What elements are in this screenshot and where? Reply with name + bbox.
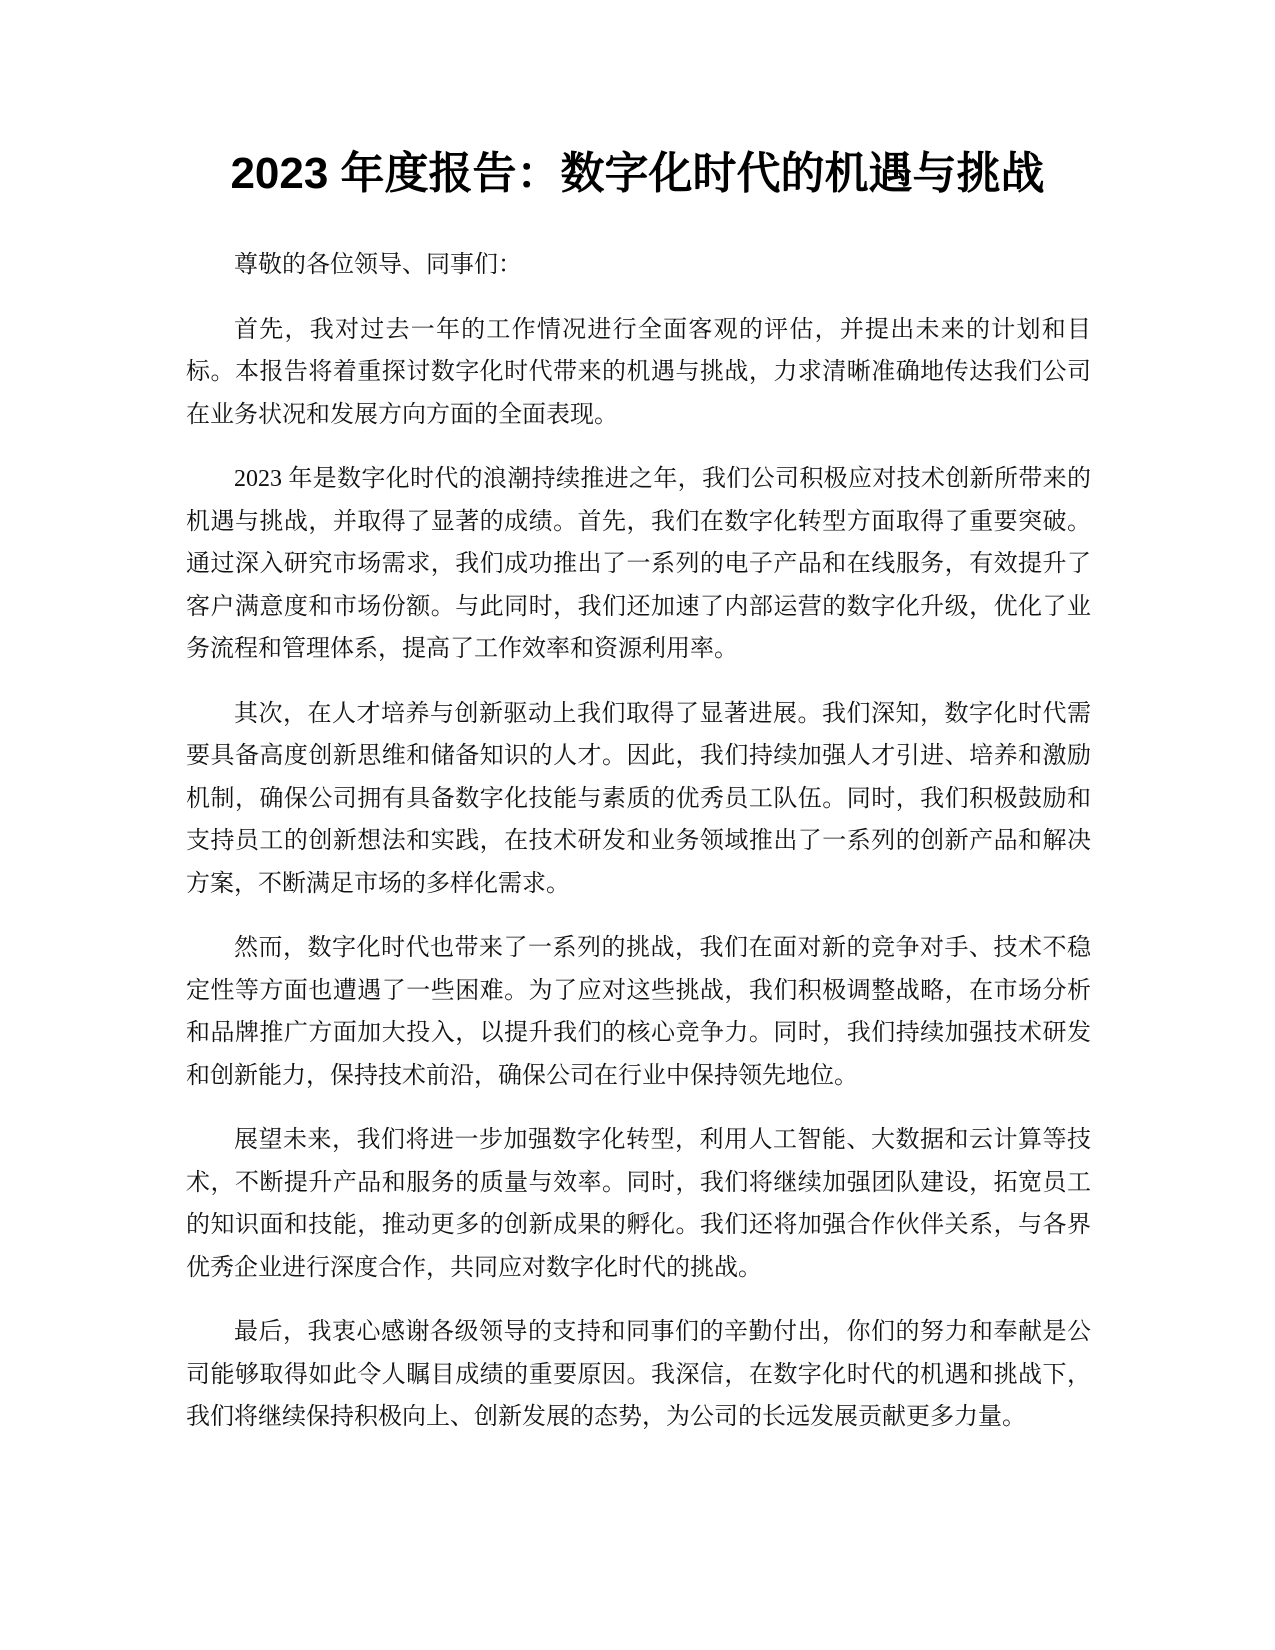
paragraph-intro: 首先，我对过去一年的工作情况进行全面客观的评估，并提出未来的计划和目标。本报告将着重探讨数字化时代带来的机遇与挑战，力求清晰准确地传达我们公司在业务状况和发展方向方面的全面表现。 xyxy=(186,316,1091,428)
salutation: 尊敬的各位领导、同事们： xyxy=(234,252,522,278)
paragraph-closing: 最后，我衷心感谢各级领导的支持和同事们的辛勤付出，你们的努力和奉献是公司能够取得如此令人瞩目成绩的重要原因。我深信，在数字化时代的机遇和挑战下，我们将继续保持积极向上、创新发展的态势，为公司的长远发展贡献更多力量。 xyxy=(186,1319,1091,1430)
paragraph-achievements: 2023 年是数字化时代的浪潮持续推进之年，我们公司积极应对技术创新所带来的机遇与挑战，并取得了显著的成绩。首先，我们在数字化转型方面取得了重要突破。通过深入研究市场需求，我们成功推出了一系列的电子产品和在线服务，有效提升了客户满意度和市场份额。与此同时，我们还加速了内部运营的数字化升级，优化了业务流程和管理体系，提高了工作效率和资源利用率。 xyxy=(186,466,1091,662)
paragraph-talent: 其次，在人才培养与创新驱动上我们取得了显著进展。我们深知，数字化时代需要具备高度创新思维和储备知识的人才。因此，我们持续加强人才引进、培养和激励机制，确保公司拥有具备数字化技能与素质的优秀员工队伍。同时，我们积极鼓励和支持员工的创新想法和实践，在技术研发和业务领域推出了一系列的创新产品和解决方案，不断满足市场的多样化需求。 xyxy=(186,700,1091,897)
document-body xyxy=(186,244,1091,1461)
paragraph-outlook: 展望未来，我们将进一步加强数字化转型，利用人工智能、大数据和云计算等技术，不断提升产品和服务的质量与效率。同时，我们将继续加强团队建设，拓宽员工的知识面和技能，推动更多的创新成果的孵化。我们还将加强合作伙伴关系，与各界优秀企业进行深度合作，共同应对数字化时代的挑战。 xyxy=(186,1127,1091,1281)
paragraph-challenges: 然而，数字化时代也带来了一系列的挑战，我们在面对新的竞争对手、技术不稳定性等方面也遭遇了一些困难。为了应对这些挑战，我们积极调整战略，在市场分析和品牌推广方面加大投入，以提升我们的核心竞争力。同时，我们持续加强技术研发和创新能力，保持技术前沿，确保公司在行业中保持领先地位。 xyxy=(186,935,1091,1089)
document-title: 2023 年度报告：数字化时代的机遇与挑战 xyxy=(230,149,1045,198)
